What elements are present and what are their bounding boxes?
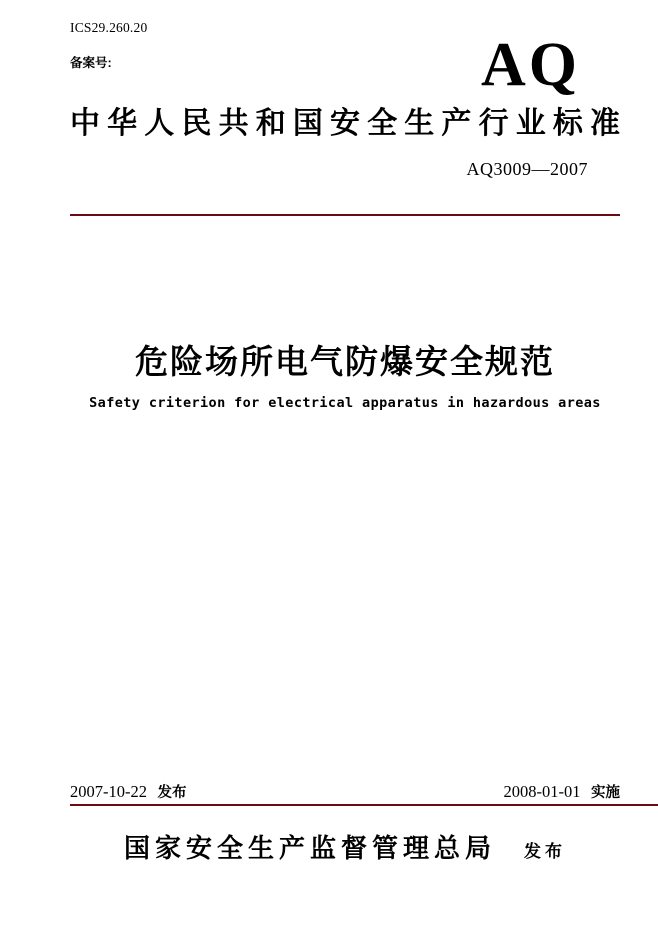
header-divider-rule [70,214,620,216]
implementation-date: 2008-01-01 [503,782,581,801]
release-date-item [70,781,186,802]
issuer-name: 国家安全生产监督管理总局 [123,833,496,863]
release-label: 发布 [157,785,187,801]
record-number-label: 备案号: [70,56,112,70]
document-title-en: Safety criterion for electrical apparatus in hazardous areas [89,395,601,411]
dates-row [70,781,620,802]
document-title-zh: 危险场所电气防爆安全规范 [135,343,555,380]
release-date: 2007-10-22 [70,782,147,801]
issuer-action-label: 发布 [524,842,566,861]
cover-header [70,18,620,99]
issuer-row [70,828,620,865]
implementation-label: 实施 [591,785,620,801]
implementation-date-item [504,781,620,802]
footer-divider-rule [70,804,658,806]
meta-block [70,18,147,71]
aq-logo: AQ [481,31,580,99]
standard-type-title: 中华人民共和国安全生产行业标准 [70,107,620,140]
standard-code: AQ3009—2007 [466,159,588,179]
ics-code: ICS29.260.20 [70,20,148,35]
